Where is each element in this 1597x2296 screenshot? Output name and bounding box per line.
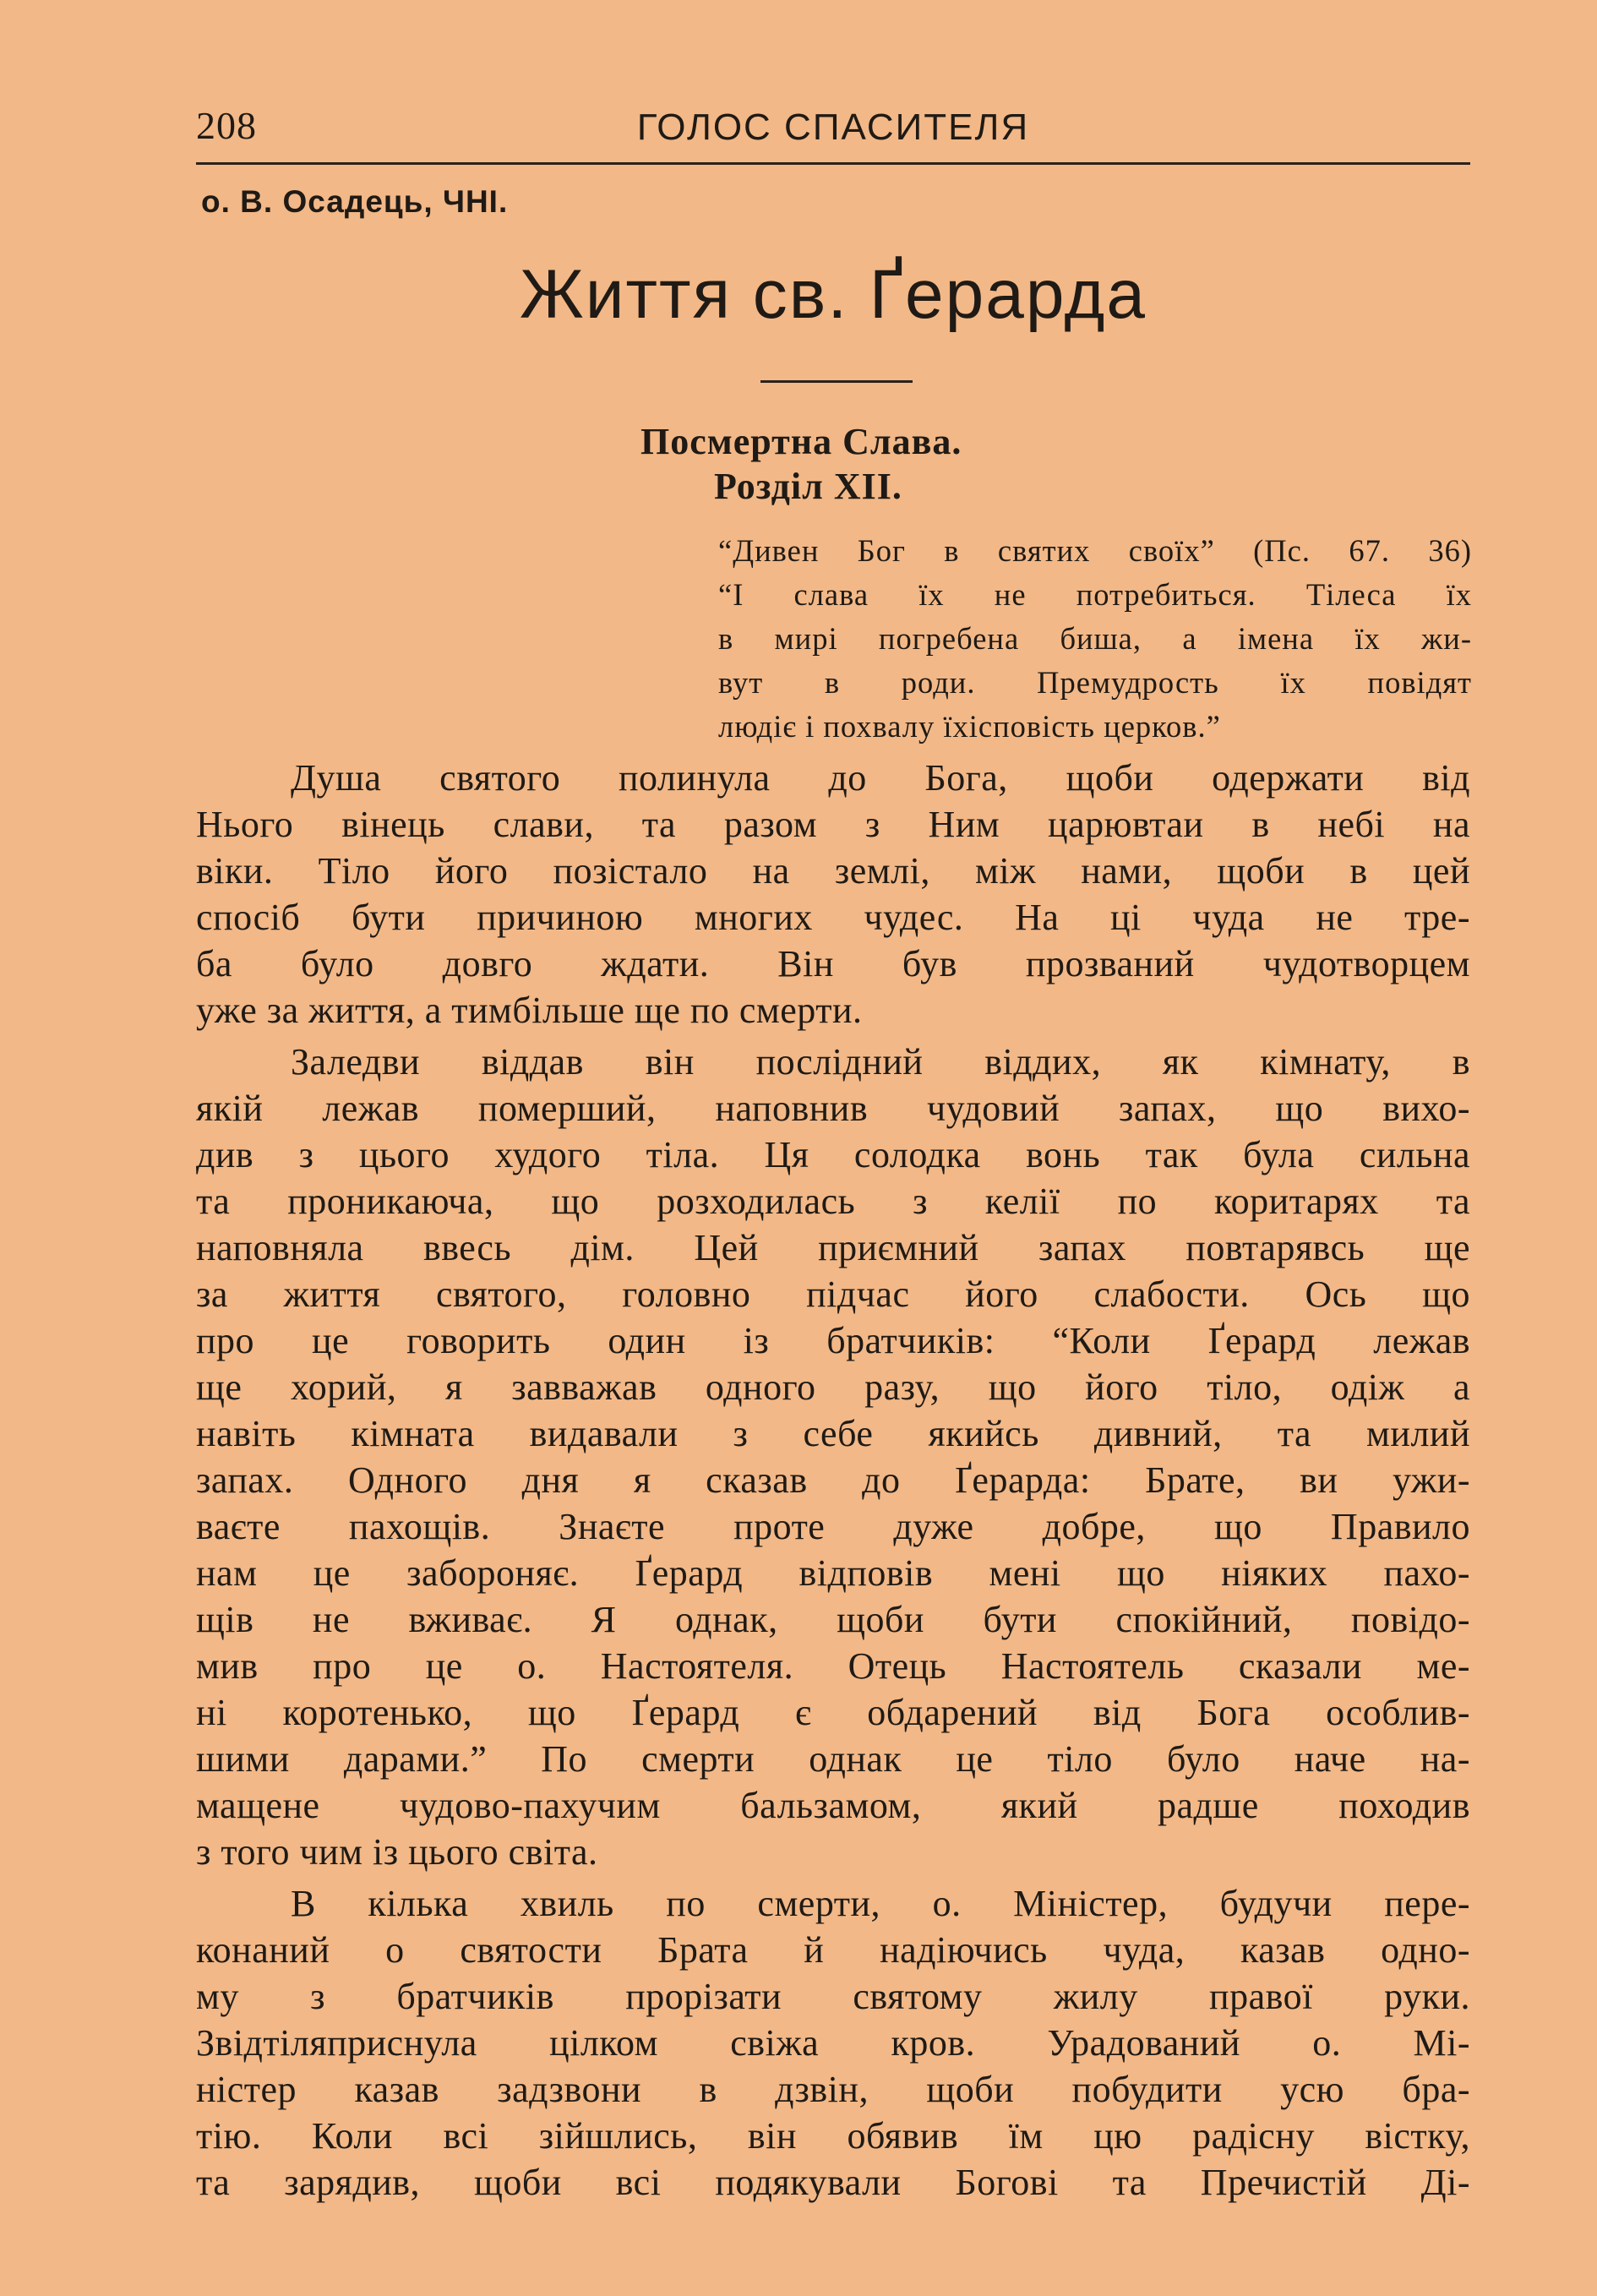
epigraph-line: “Дивен Бог в святих своїх” (Пс. 67. 36) <box>718 533 1472 568</box>
paragraph <box>196 1039 1470 1875</box>
text-line: та проникаюча, що розходилась з келії по коритарях та <box>196 1181 1470 1222</box>
text-line: Душа святого полинула до Бога, щоби одержати від <box>291 757 1470 799</box>
text-line: ще хорий, я завважав одного разу, що його тіло, одіж а <box>196 1366 1470 1408</box>
text-line: навіть кімната видавали з себе якийсь дивний, та милий <box>196 1413 1470 1454</box>
text-line: Звідтіляприснула цілком свіжа кров. Урадований о. Мі- <box>196 2022 1470 2064</box>
text-line: конаний о святости Брата й надіючись чуда, казав одно- <box>196 1929 1470 1971</box>
journal-title: ГОЛОС СПАСИТЕЛЯ <box>636 106 1030 148</box>
text-line: мив про це о. Настоятеля. Отець Настоятель сказали ме- <box>196 1645 1470 1687</box>
article-title: Життя св. Ґерарда <box>519 256 1147 333</box>
text-line: спосіб бути причиною многих чудес. На ці чуда не тре- <box>196 897 1470 938</box>
epigraph-line: “І слава їх не потребиться. Тілеса їх <box>718 577 1472 612</box>
text-line: див з цього худого тіла. Ця солодка вонь так була сильна <box>196 1134 1470 1175</box>
text-line: му з братчиків прорізати святому жилу правої руки. <box>196 1976 1470 2017</box>
title-divider <box>760 380 913 383</box>
text-line: Нього вінець слави, та разом з Ним царювтаи в небі на <box>196 804 1470 845</box>
text-line: про це говорить один із братчиків: “Коли Ґерард лежав <box>196 1320 1470 1361</box>
article-body <box>196 755 1470 2206</box>
text-line: ні коротенько, що Ґерард є обдарений від Бога особлив- <box>196 1692 1470 1733</box>
chapter-title: Розділ XII. <box>714 466 902 507</box>
text-line: ваєте пахощів. Знаєте проте дуже добре, що Правило <box>196 1506 1470 1547</box>
text-line: уже за життя, а тимбільше ще по смерти. <box>196 990 863 1031</box>
text-line: нам це забороняє. Ґерард відповів мені що ніяких пахо- <box>196 1552 1470 1594</box>
paragraph <box>196 755 1470 1033</box>
page-number: 208 <box>196 104 257 147</box>
text-line: мащене чудово-пахучим бальзамом, який радше походив <box>196 1785 1470 1826</box>
text-line: ністер казав задзвони в дзвін, щоби побудити усю бра- <box>196 2069 1470 2110</box>
text-line: за життя святого, головно підчас його слабости. Ось що <box>196 1273 1470 1315</box>
text-line: щів не вживає. Я однак, щоби бути спокійний, повідо- <box>196 1599 1470 1640</box>
text-line: наповняла ввесь дім. Цей приємний запах повтарявсь ще <box>196 1227 1470 1268</box>
text-line: з того чим із цього світа. <box>196 1831 598 1873</box>
text-line: тію. Коли всі зійшлись, він обявив їм цю радісну вістку, <box>196 2115 1470 2157</box>
paragraph <box>196 1880 1470 2206</box>
section-title: Посмертна Слава. <box>640 421 962 462</box>
text-line: якій лежав померший, наповнив чудовий запах, що вихо- <box>196 1088 1470 1129</box>
text-line: запах. Одного дня я сказав до Ґерарда: Брате, ви ужи- <box>196 1459 1470 1501</box>
epigraph-line: людіє і похвалу їхісповість церков.” <box>718 709 1221 744</box>
author-byline: о. В. Осадець, ЧНІ. <box>201 184 509 219</box>
running-head <box>196 100 1470 159</box>
text-line: шими дарами.” По смерти однак це тіло було наче на- <box>196 1738 1470 1780</box>
text-line: Заледви віддав він послідний віддих, як кімнату, в <box>291 1041 1470 1083</box>
text-line: та зарядив, щоби всі подякували Богові та Пречистій Ді- <box>196 2162 1470 2203</box>
epigraph-line: в мирі погребена биша, а імена їх жи- <box>718 621 1472 656</box>
epigraph-line: вут в роди. Премудрость їх повідят <box>718 665 1472 700</box>
text-line: віки. Тіло його позістало на землі, між нами, щоби в цей <box>196 850 1470 892</box>
text-line: В кілька хвиль по смерти, о. Міністер, будучи пере- <box>291 1883 1470 1924</box>
text-line: ба було довго ждати. Він був прозваний чудотворцем <box>196 943 1470 984</box>
epigraph <box>718 529 1472 749</box>
header-rule <box>196 162 1470 165</box>
